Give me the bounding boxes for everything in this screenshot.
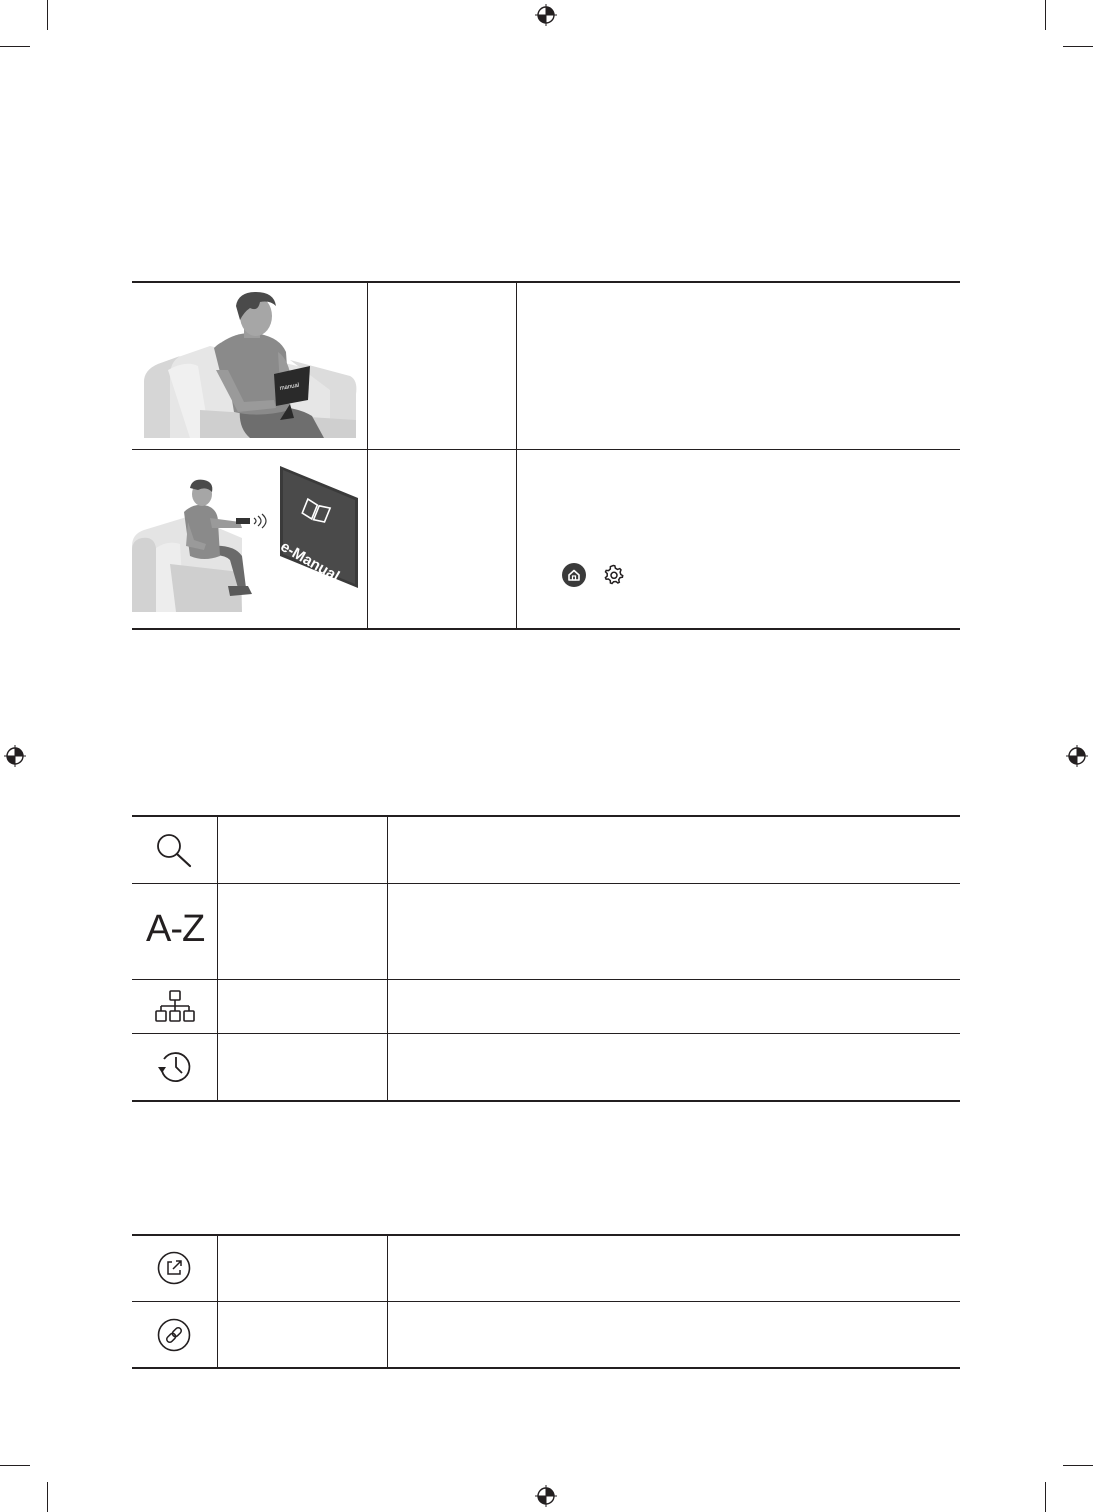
registration-mark bbox=[4, 745, 26, 767]
registration-mark bbox=[535, 4, 557, 26]
table-rule bbox=[132, 1301, 960, 1302]
gear-icon bbox=[602, 563, 626, 587]
crop-mark bbox=[47, 0, 48, 30]
crop-mark bbox=[0, 46, 30, 47]
table-divider bbox=[217, 816, 218, 1100]
table-divider bbox=[387, 816, 388, 1100]
tv-screen-book-icon bbox=[302, 500, 330, 522]
registration-mark bbox=[535, 1485, 557, 1507]
crop-mark bbox=[1045, 1482, 1046, 1512]
tv-emanual-illustration bbox=[130, 460, 360, 620]
tv-screen-label: e-Manual bbox=[277, 538, 343, 586]
table-rule bbox=[132, 1100, 960, 1102]
table-rule bbox=[132, 628, 960, 630]
crop-mark bbox=[1063, 1465, 1093, 1466]
svg-text:manual: manual bbox=[279, 382, 300, 392]
crop-mark bbox=[1063, 46, 1093, 47]
table-divider bbox=[367, 282, 368, 628]
reading-manual-illustration bbox=[140, 290, 358, 440]
table-divider bbox=[217, 1235, 218, 1367]
table-rule bbox=[132, 883, 960, 884]
table-rule bbox=[132, 1033, 960, 1034]
recently-viewed-icon bbox=[156, 1049, 194, 1085]
home-button-icon bbox=[562, 563, 586, 587]
sitemap-icon bbox=[155, 990, 195, 1024]
table-divider bbox=[516, 282, 517, 628]
table-divider bbox=[387, 1235, 388, 1367]
try-now-icon bbox=[157, 1251, 191, 1285]
search-icon bbox=[154, 832, 194, 868]
crop-mark bbox=[1045, 0, 1046, 30]
registration-mark bbox=[1066, 745, 1088, 767]
index-icon: A-Z bbox=[146, 908, 205, 950]
link-icon bbox=[157, 1318, 191, 1352]
table-rule bbox=[132, 449, 960, 450]
crop-mark bbox=[0, 1465, 30, 1466]
table-rule bbox=[132, 1234, 960, 1236]
table-rule bbox=[132, 815, 960, 817]
table-rule bbox=[132, 979, 960, 980]
table-rule bbox=[132, 1367, 960, 1369]
table-rule bbox=[132, 281, 960, 283]
crop-mark bbox=[47, 1482, 48, 1512]
